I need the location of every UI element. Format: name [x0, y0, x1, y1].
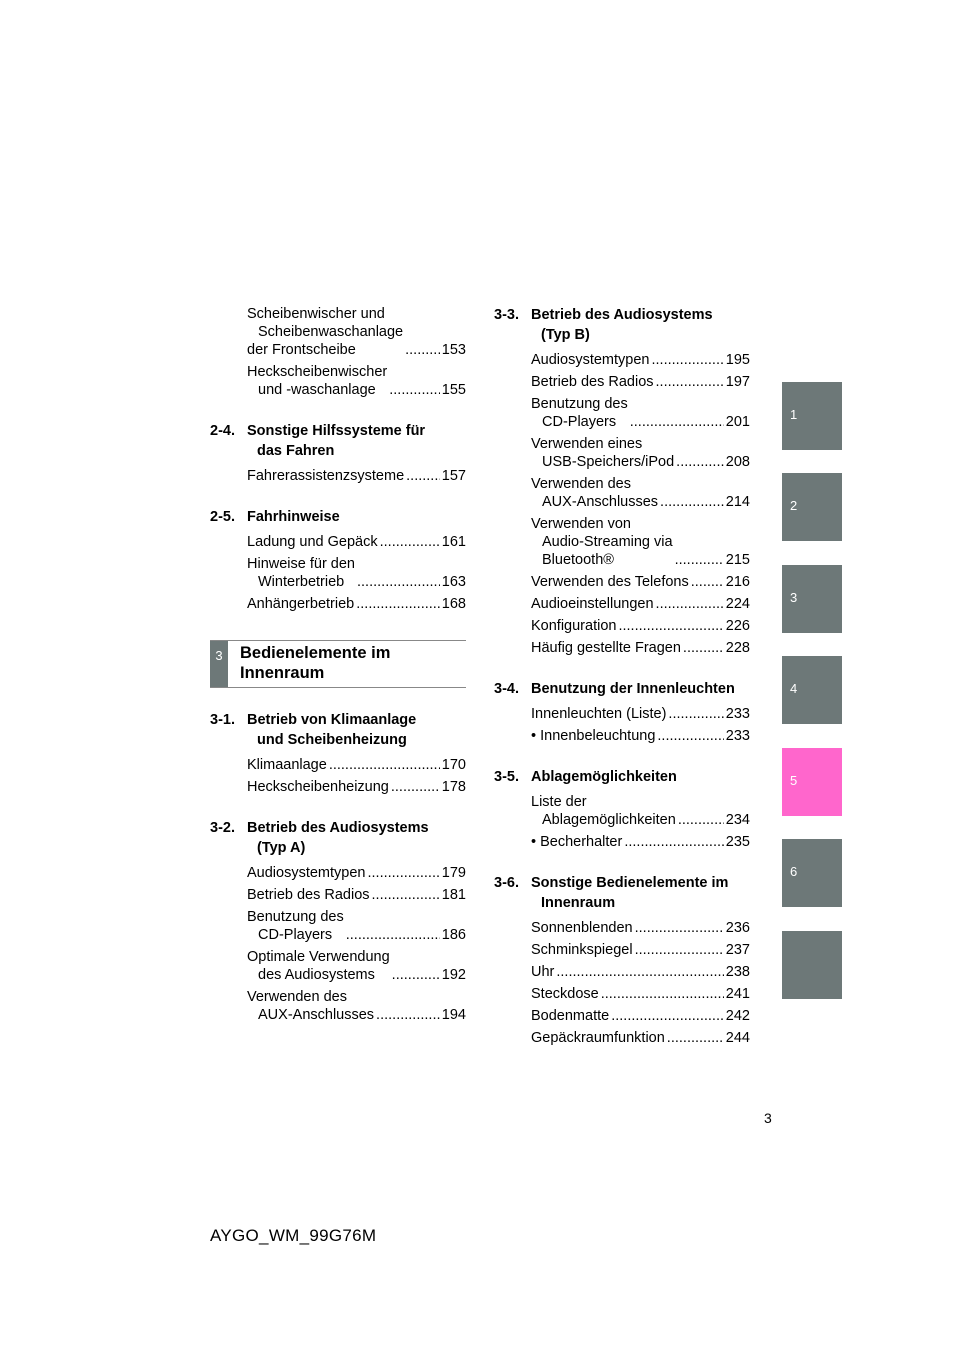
side-tab-7[interactable]	[782, 931, 842, 999]
toc-entry[interactable]: Heckscheibenheizung ..... 178	[210, 778, 466, 796]
section-heading: 3-3. Betrieb des Audiosystems (Typ B)	[494, 307, 713, 343]
toc-left-column	[210, 305, 466, 617]
section-heading: 3-6. Sonstige Bedienelemente im Innenraum	[494, 875, 729, 911]
toc-entry[interactable]: Betrieb des Radios ..... 181	[210, 886, 466, 904]
side-tab-6[interactable]: 6	[782, 839, 842, 907]
side-tab-1[interactable]: 1	[782, 382, 842, 450]
toc-entry[interactable]: Fahrerassistenzsysteme ..... 157	[210, 467, 466, 485]
toc-entry[interactable]: Steckdose ..... 241	[494, 985, 750, 1003]
toc-entry[interactable]: Audiosystemtypen ..... 195	[494, 351, 750, 369]
toc-entry[interactable]: • Innenbeleuchtung ..... 233	[494, 727, 750, 745]
toc-entry[interactable]: Betrieb des Radios ..... 197	[494, 373, 750, 391]
chapter-header	[210, 640, 466, 688]
toc-entry[interactable]: Optimale Verwendung des Audiosystems ..... 192	[210, 948, 466, 984]
toc-entry[interactable]: Verwenden des AUX-Anschlusses ..... 214	[494, 475, 750, 511]
toc-entry[interactable]: • Becherhalter ..... 235	[494, 833, 750, 851]
section-heading: 2-5. Fahrhinweise	[210, 509, 340, 525]
toc-entry[interactable]: Konfiguration ..... 226	[494, 617, 750, 635]
toc-entry[interactable]: Verwenden des Telefons ..... 216	[494, 573, 750, 591]
toc-entry[interactable]: Uhr ..... 238	[494, 963, 750, 981]
page-number: 3	[764, 1110, 772, 1126]
toc-entry[interactable]: Klimaanlage ..... 170	[210, 756, 466, 774]
toc-entry[interactable]: Audiosystemtypen ..... 179	[210, 864, 466, 882]
side-tab-5[interactable]: 5	[782, 748, 842, 816]
chapter-tab: 3	[210, 641, 228, 687]
toc-entry[interactable]: Schminkspiegel ..... 237	[494, 941, 750, 959]
section-heading: 3-1. Betrieb von Klimaanlage und Scheibenheizung	[210, 712, 417, 748]
toc-entry[interactable]: Verwenden des AUX-Anschlusses ..... 194	[210, 988, 466, 1024]
side-tab-2[interactable]: 2	[782, 473, 842, 541]
chapter-title: Bedienelemente im Innenraum	[240, 644, 391, 682]
toc-left-column-lower	[210, 688, 466, 1028]
document-code: AYGO_WM_99G76M	[210, 1226, 377, 1245]
toc-right-column	[494, 305, 750, 1051]
section-heading: 3-4. Benutzung der Innenleuchten	[494, 681, 735, 697]
toc-entry[interactable]: Hinweise für den Winterbetrieb ..... 163	[210, 555, 466, 591]
toc-entry[interactable]: Liste der Ablagemöglichkeiten ..... 234	[494, 793, 750, 829]
toc-entry[interactable]: Scheibenwischer und Scheibenwaschanlage der Frontscheibe ..... 153	[210, 305, 466, 359]
toc-entry[interactable]: Heckscheibenwischer und -waschanlage ..... 155	[210, 363, 466, 399]
section-heading: 3-2. Betrieb des Audiosystems (Typ A)	[210, 820, 429, 856]
toc-entry[interactable]: Gepäckraumfunktion ..... 244	[494, 1029, 750, 1047]
toc-entry[interactable]: Benutzung des CD-Players ..... 201	[494, 395, 750, 431]
toc-entry[interactable]: Audioeinstellungen ..... 224	[494, 595, 750, 613]
side-tab-4[interactable]: 4	[782, 656, 842, 724]
section-heading: 2-4. Sonstige Hilfssysteme für das Fahren	[210, 423, 426, 459]
toc-entry[interactable]: Verwenden eines USB-Speichers/iPod ..... 208	[494, 435, 750, 471]
toc-entry[interactable]: Verwenden von Audio-Streaming via Bluetooth® ..... 215	[494, 515, 750, 569]
toc-entry[interactable]: Ladung und Gepäck ..... 161	[210, 533, 466, 551]
toc-entry[interactable]: Bodenmatte ..... 242	[494, 1007, 750, 1025]
toc-entry[interactable]: Sonnenblenden ..... 236	[494, 919, 750, 937]
toc-entry[interactable]: Häufig gestellte Fragen ..... 228	[494, 639, 750, 657]
toc-entry[interactable]: Benutzung des CD-Players ..... 186	[210, 908, 466, 944]
toc-entry[interactable]: Anhängerbetrieb ..... 168	[210, 595, 466, 613]
toc-entry[interactable]: Innenleuchten (Liste) ..... 233	[494, 705, 750, 723]
section-heading: 3-5. Ablagemöglichkeiten	[494, 769, 677, 785]
side-tab-3[interactable]: 3	[782, 565, 842, 633]
